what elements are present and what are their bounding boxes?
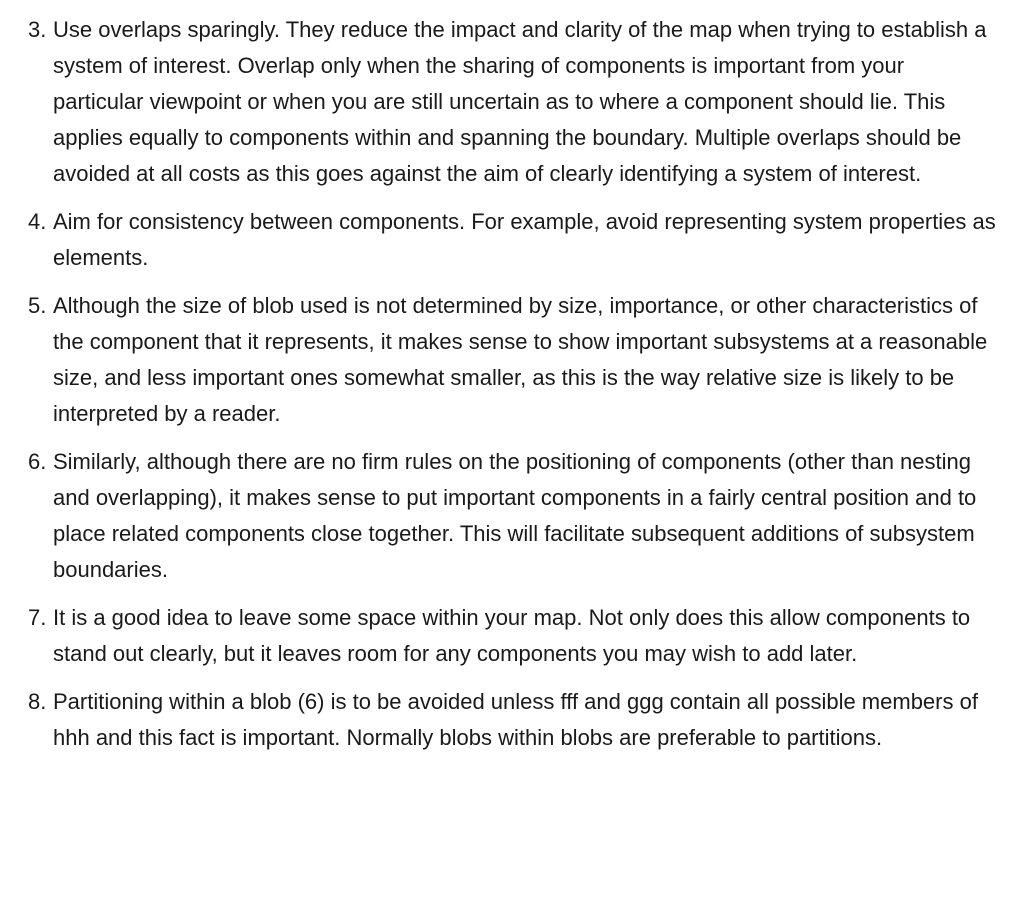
list-item bbox=[28, 444, 1000, 588]
list-item-text: Similarly, although there are no firm rules on the positioning of components (other than nesting and overlapping), it makes sense to put important components in a fairly central position and to place related components close together. This will facilitate subsequent additions of subsystem boundaries. bbox=[53, 449, 977, 582]
list-item-number: 6. bbox=[28, 449, 47, 474]
list-item-text: It is a good idea to leave some space within your map. Not only does this allow components to stand out clearly, but it leaves room for any components you may wish to add later. bbox=[53, 605, 971, 666]
list-item bbox=[28, 600, 1000, 672]
list-item-number: 8. bbox=[28, 689, 47, 714]
list-item-number: 7. bbox=[28, 605, 47, 630]
list-item-text: Aim for consistency between components. For example, avoid representing system properties as elements. bbox=[53, 209, 996, 270]
list-item bbox=[28, 684, 1000, 756]
list-item-number: 3. bbox=[28, 17, 47, 42]
list-item bbox=[28, 204, 1000, 276]
list-item-text: Partitioning within a blob (6) is to be avoided unless fff and ggg contain all possible members of hhh and this fact is important. Normally blobs within blobs are preferable to partitions. bbox=[53, 689, 978, 750]
list-item-text: Use overlaps sparingly. They reduce the impact and clarity of the map when trying to establish a system of interest. Overlap only when the sharing of components is important from your particular viewpoint or when you are still uncertain as to where a component should lie. This applies equally to components within and spanning the boundary. Multiple overlaps should be avoided at all costs as this goes against the aim of clearly identifying a system of interest. bbox=[53, 17, 987, 186]
list-item bbox=[28, 288, 1000, 432]
list-item-text: Although the size of blob used is not determined by size, importance, or other characteristics of the component that it represents, it makes sense to show important subsystems at a reasonable size, and less important ones somewhat smaller, as this is the way relative size is likely to be interpreted by a reader. bbox=[53, 293, 988, 426]
list-item bbox=[28, 12, 1000, 192]
list-item-number: 4. bbox=[28, 209, 47, 234]
list-item-number: 5. bbox=[28, 293, 47, 318]
